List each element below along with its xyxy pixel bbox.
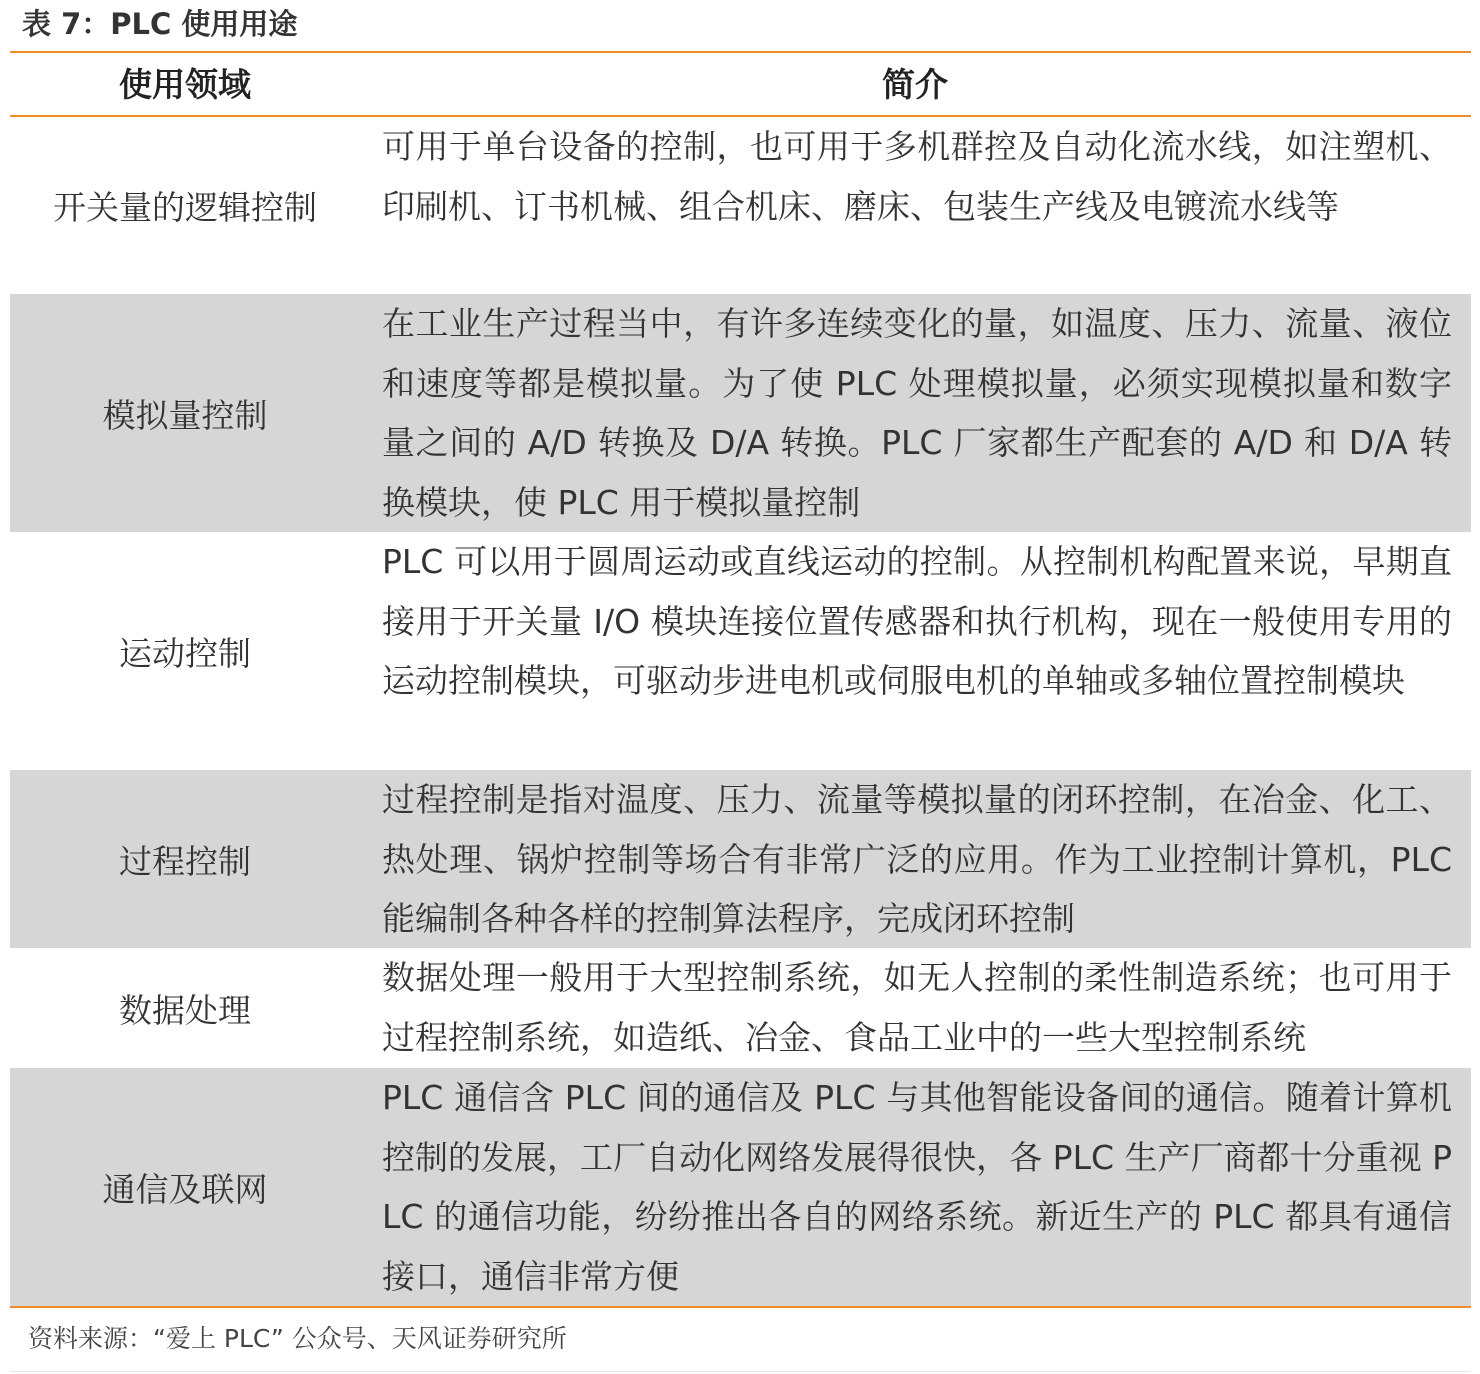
intro-cell: 数据处理一般用于大型控制系统，如无人控制的柔性制造系统；也可用于过程控制系统，如造纸、冶金、食品工业中的一些大型控制系统 (382, 958, 1452, 1057)
table-row (10, 294, 1471, 532)
table-title: 表 7：PLC 使用用途 (22, 7, 298, 41)
table-row (10, 948, 1471, 1068)
intro-cell: 可用于单台设备的控制，也可用于多机群控及自动化流水线，如注塑机、印刷机、订书机械、组合机床、磨床、包装生产线及电镀流水线等 (382, 127, 1452, 226)
table-row (10, 1068, 1471, 1306)
table-row (10, 532, 1471, 770)
intro-cell: 在工业生产过程当中，有许多连续变化的量，如温度、压力、流量、液位和速度等都是模拟量。为了使 PLC 处理模拟量，必须实现模拟量和数字量之间的 A/D 转换及 D/A 转换。PLC 厂家都生产配套的 A/D 和 D/A 转换模块，使 PLC 用于模拟量控制 (382, 304, 1452, 522)
bottom-rule (10, 1306, 1471, 1308)
header-intro: 简介 (882, 65, 948, 104)
intro-cell: 过程控制是指对温度、压力、流量等模拟量的闭环控制，在冶金、化工、热处理、锅炉控制等场合有非常广泛的应用。作为工业控制计算机，PLC 能编制各种各样的控制算法程序，完成闭环控制 (382, 780, 1452, 938)
field-cell: 通信及联网 (102, 1169, 268, 1209)
field-cell: 模拟量控制 (102, 395, 268, 435)
field-cell: 数据处理 (119, 990, 251, 1030)
end-rule (10, 1371, 1471, 1372)
field-cell: 开关量的逻辑控制 (53, 188, 317, 227)
intro-cell: PLC 可以用于圆周运动或直线运动的控制。从控制机构配置来说，早期直接用于开关量 I/O 模块连接位置传感器和执行机构，现在一般使用专用的运动控制模块，可驱动步进电机或伺服电机的单轴或多轴位置控制模块 (382, 542, 1452, 700)
header-field: 使用领域 (119, 65, 251, 104)
source-note: 资料来源：“爱上 PLC” 公众号、天风证券研究所 (28, 1324, 567, 1353)
field-cell: 运动控制 (119, 633, 251, 673)
field-cell: 过程控制 (119, 841, 251, 881)
intro-cell: PLC 通信含 PLC 间的通信及 PLC 与其他智能设备间的通信。随着计算机控制的发展，工厂自动化网络发展得很快，各 PLC 生产厂商都十分重视 PLC 的通信功能，纷纷推出各自的网络系统。新近生产的 PLC 都具有通信接口，通信非常方便 (382, 1078, 1452, 1296)
table-row (10, 770, 1471, 948)
top-rule (10, 51, 1471, 53)
table-row (10, 117, 1471, 294)
